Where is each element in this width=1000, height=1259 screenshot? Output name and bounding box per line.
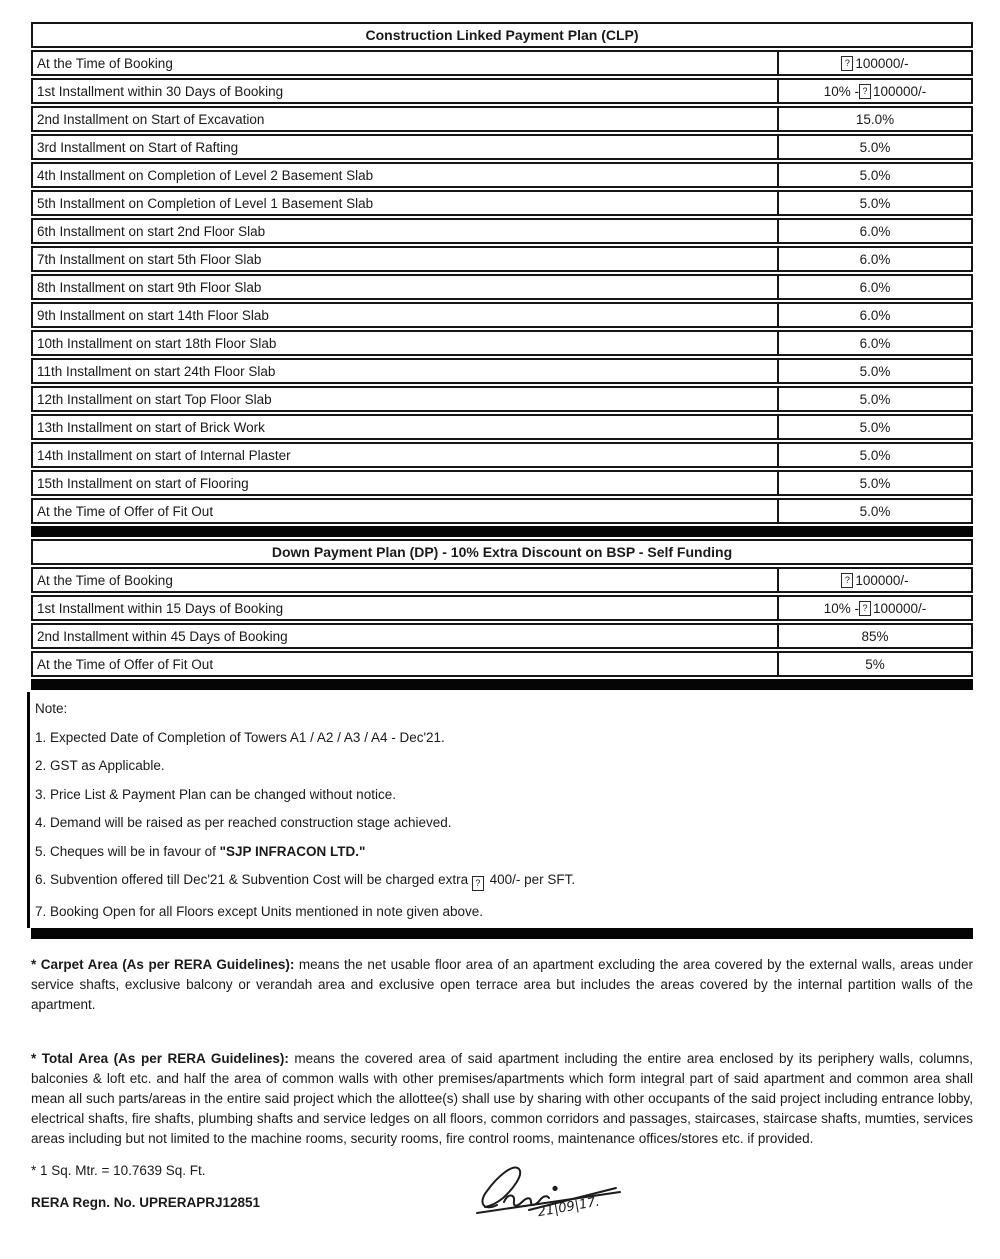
clp-table-title [31,22,973,48]
total-area-text: means the covered area of said apartment including the entire area enclosed by its periphery walls, columns, balconies & loft etc. and half the area of common walls with other premises/apartments which form integral part of said apartment and common area shall mean all such parts/areas in the entire said project which the allottee(s) shall use by sharing with other occupants of the said project including entrance lobby, electrical shafts, fire shafts, plumbing shafts and service ledges on all floors, common corridors and passages, staircases, staircase shafts, mumties, services areas including but not limited to the machine rooms, security rooms, fire control rooms, maintenance offices/stores etc. if provided. [31,1050,973,1146]
sqmtr-conversion-note: * 1 Sq. Mtr. = 10.7639 Sq. Ft. [31,1162,206,1178]
installment-value: 6.0% [859,223,891,239]
installment-label: 8th Installment on start 9th Floor Slab [33,276,779,298]
clp-table-rows [31,50,973,524]
installment-value: 6.0% [859,279,891,295]
installment-value: 5.0% [859,503,891,519]
carpet-area-term: * Carpet Area (As per RERA Guidelines): [31,956,295,972]
installment-label: At the Time of Offer of Fit Out [33,653,779,675]
installment-label: At the Time of Booking [33,52,779,74]
installment-label: 13th Installment on start of Brick Work [33,416,779,438]
section-divider-bar [31,526,973,537]
signature-dot [553,1186,556,1189]
installment-value: 5.0% [859,167,891,183]
rupee-missing-glyph-icon: ? [841,573,853,588]
total-area-definition [31,1049,973,1149]
installment-value: 10% - ? 100000/- [823,600,927,616]
note-item: 6. Subvention offered till Dec'21 & Subvention Cost will be charged extra ? 400/- per SFT. [35,871,973,891]
installment-label: 10th Installment on start 18th Floor Slab [33,332,779,354]
section-divider-bar [31,928,973,939]
dp-table-rows [31,567,973,677]
installment-value: 5.0% [859,475,891,491]
table-row [31,246,973,272]
carpet-area-definition [31,955,973,1015]
table-row [31,162,973,188]
installment-value: 85% [861,628,889,644]
note-item: 2. GST as Applicable. [35,758,165,773]
installment-label: At the Time of Booking [33,569,779,591]
installment-label: 6th Installment on start 2nd Floor Slab [33,220,779,242]
table-row [31,50,973,76]
notes-section [27,692,973,928]
clp-table [31,22,973,524]
carpet-area-text: means the net usable floor area of an apartment excluding the area covered by the external walls, areas under service shafts, exclusive balcony or verandah area and exclusive open terrace area but includes the areas covered by the internal partition walls of the apartment. [31,956,973,1012]
table-row [31,623,973,649]
notes-list [35,729,973,920]
total-area-term: * Total Area (As per RERA Guidelines): [31,1050,289,1066]
installment-label: 2nd Installment within 45 Days of Booking [33,625,779,647]
installment-value: 5.0% [859,363,891,379]
installment-label: 5th Installment on Completion of Level 1 Basement Slab [33,192,779,214]
dp-table-title [31,539,973,565]
installment-value: ? 100000/- [779,569,971,591]
table-row [31,330,973,356]
table-row [31,651,973,677]
installment-value: 6.0% [859,251,891,267]
installment-label: 11th Installment on start 24th Floor Slab [33,360,779,382]
installment-label: 4th Installment on Completion of Level 2 Basement Slab [33,164,779,186]
installment-value: 5.0% [859,139,891,155]
table-row [31,358,973,384]
installment-value: 5.0% [859,447,891,463]
rera-registration-number: RERA Regn. No. UPRERAPRJ12851 [31,1194,261,1210]
table-row [31,218,973,244]
installment-label: 7th Installment on start 5th Floor Slab [33,248,779,270]
rupee-missing-glyph-icon: ? [841,56,853,71]
notes-heading: Note: [35,701,68,716]
dp-table-title-text: Down Payment Plan (DP) - 10% Extra Discount on BSP - Self Funding [271,544,733,560]
table-row [31,442,973,468]
installment-label: 2nd Installment on Start of Excavation [33,108,779,130]
table-row [31,386,973,412]
table-row [31,190,973,216]
installment-label: 1st Installment within 15 Days of Booking [33,597,779,619]
signature [463,1161,638,1221]
note-bold-text: "SJP INFRACON LTD." [219,843,366,859]
note-item: 1. Expected Date of Completion of Towers A1 / A2 / A3 / A4 - Dec'21. [35,729,445,745]
installment-label: 12th Installment on start Top Floor Slab [33,388,779,410]
installment-label: At the Time of Offer of Fit Out [33,500,779,522]
signature-date: 21|09|17. [536,1194,601,1220]
installment-label: 3rd Installment on Start of Rafting [33,136,779,158]
installment-value: 5.0% [859,195,891,211]
table-row [31,302,973,328]
installment-value: 6.0% [859,307,891,323]
table-row [31,498,973,524]
table-row [31,567,973,593]
section-divider-bar [31,679,973,690]
installment-value: ? 100000/- [779,52,971,74]
note-item: 4. Demand will be raised as per reached construction stage achieved. [35,815,452,830]
note-item: 7. Booking Open for all Floors except Units mentioned in note given above. [35,903,484,919]
installment-value: 15.0% [855,111,895,127]
document-footer [31,1162,973,1220]
installment-value: 5.0% [859,391,891,407]
rupee-missing-glyph-icon: ? [472,876,484,891]
rupee-missing-glyph-icon: ? [859,601,871,616]
installment-label: 14th Installment on start of Internal Plaster [33,444,779,466]
installment-label: 9th Installment on start 14th Floor Slab [33,304,779,326]
table-row [31,274,973,300]
table-row [31,470,973,496]
table-row [31,134,973,160]
installment-value: 10% - ? 100000/- [823,83,927,99]
table-row [31,106,973,132]
table-row [31,595,973,621]
note-item: 3. Price List & Payment Plan can be changed without notice. [35,786,396,802]
installment-label: 15th Installment on start of Flooring [33,472,779,494]
installment-value: 5% [865,656,885,672]
note-item: 5. Cheques will be in favour of "SJP INFRACON LTD." [35,843,366,859]
table-row [31,414,973,440]
installment-label: 1st Installment within 30 Days of Booking [33,80,779,102]
installment-value: 6.0% [859,335,891,351]
table-row [31,78,973,104]
clp-table-title-text: Construction Linked Payment Plan (CLP) [365,27,639,43]
installment-value: 5.0% [859,419,891,435]
rupee-missing-glyph-icon: ? [859,84,871,99]
dp-table [31,539,973,677]
